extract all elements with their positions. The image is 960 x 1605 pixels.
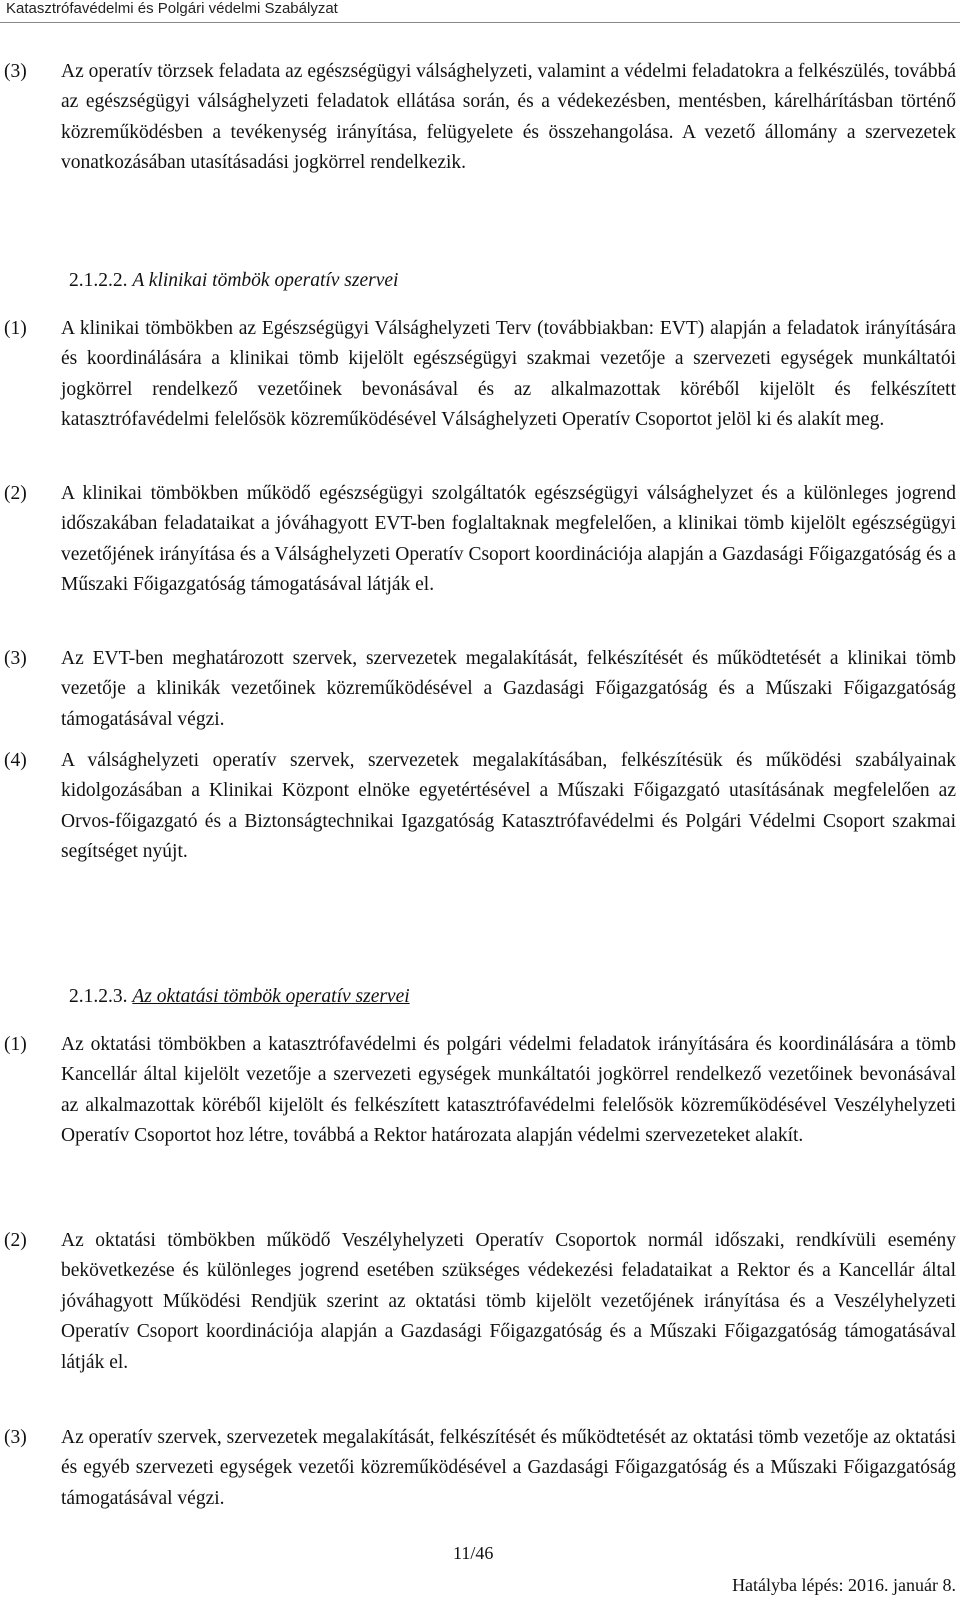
section-number: 2.1.2.3. (69, 986, 128, 1007)
paragraph-number: (3) (4, 61, 27, 82)
header-divider (0, 22, 960, 23)
section-title: A klinikai tömbök operatív szervei (132, 270, 399, 291)
document-header: Katasztrófavédelmi és Polgári védelmi Szabályzat (6, 0, 338, 17)
paragraph-number: (1) (4, 1034, 27, 1055)
section-title: Az oktatási tömbök operatív szervei (132, 986, 410, 1007)
paragraph-text: A klinikai tömbökben működő egészségügyi szolgáltatók egészségügyi válsághelyzet és a különleges jogrend időszakában feladataikat a jóváhagyott EVT-ben foglaltaknak megfelelően, a klinikai tömb kijelölt egészségügyi vezetőjének irányítása és a Válsághelyzeti Operatív Csoport koordinációja alapján a Gazdasági Főigazgatóság és a Műszaki Főigazgatóság támogatásával látják el. (61, 483, 956, 596)
page-number: 11/46 (453, 1543, 494, 1563)
paragraph-number: (4) (4, 750, 27, 771)
paragraph-text: Az operatív törzsek feladata az egészségügyi válsághelyzeti, valamint a védelmi feladatokra a felkészülés, továbbá az egészségügyi válsághelyzeti feladatok ellátása során, és a védekezésben, mentésben, kárelhárításban történő közreműködésben a tevékenység irányítása, felügyelete és összehangolása. A vezető állomány a szervezetek vonatkozásában utasításadási jogkörrel rendelkezik. (61, 61, 956, 174)
section-heading-oktatasi (69, 986, 410, 1008)
paragraph-number: (2) (4, 483, 27, 504)
paragraph-number: (2) (4, 1230, 27, 1251)
paragraph-number: (3) (4, 1427, 27, 1448)
section-number: 2.1.2.2. (69, 270, 128, 291)
paragraph-text: A klinikai tömbökben az Egészségügyi Válsághelyzeti Terv (továbbiakban: EVT) alapján a feladatok irányítására és koordinálására a klinikai tömb kijelölt egészségügyi szakmai vezetője a szervezeti egységek munkáltatói jogkörrel rendelkező vezetőinek bevonásával és az alkalmazottak köréből kijelölt és felkészített katasztrófavédelmi felelősök közreműködésével Válsághelyzeti Operatív Csoportot jelöl ki és alakít meg. (61, 318, 956, 431)
paragraph-text: Az oktatási tömbökben a katasztrófavédelmi és polgári védelmi feladatok irányítására és koordinálására a tömb Kancellár által kijelölt vezetője a szervezeti egységek munkáltatói jogkörrel rendelkező vezetőinek bevonásával az alkalmazottak köréből kijelölt és felkészített katasztrófavédelmi felelősök közreműködésével Veszélyhelyzeti Operatív Csoportot hoz létre, továbbá a Rektor határozata alapján védelmi szervezeteket alakít. (61, 1034, 956, 1147)
paragraph-number: (3) (4, 648, 27, 669)
effective-date: Hatályba lépés: 2016. január 8. (732, 1575, 956, 1595)
paragraph-number: (1) (4, 318, 27, 339)
paragraph-text: Az EVT-ben meghatározott szervek, szervezetek megalakítását, felkészítését és működtetését a klinikai tömb vezetője a klinikák vezetőinek közreműködésével a Gazdasági Főigazgatóság és a Műszaki Főigazgatóság támogatásával végzi. (61, 648, 956, 730)
paragraph-text: Az operatív szervek, szervezetek megalakítását, felkészítését és működtetését az oktatási tömb vezetője az oktatási és egyéb szervezeti egységek vezetői közreműködésével a Gazdasági Főigazgatóság és a Műszaki Főigazgatóság támogatásával végzi. (61, 1427, 956, 1509)
section-heading-klinikai (69, 270, 398, 292)
paragraph-text: Az oktatási tömbökben működő Veszélyhelyzeti Operatív Csoportok normál időszaki, rendkívüli esemény bekövetkezése és különleges jogrend esetében szükséges védekezési feladataikat a Rektor és a Kancellár által jóváhagyott Működési Rendjük szerint az oktatási tömb kijelölt vezetőjének irányítása és a Veszélyhelyzeti Operatív Csoport koordinációja alapján a Gazdasági Főigazgatóság és a Műszaki Főigazgatóság támogatásával látják el. (61, 1230, 956, 1373)
paragraph-text: A válsághelyzeti operatív szervek, szervezetek megalakításában, felkészítésük és működési szabályainak kidolgozásában a Klinikai Központ elnöke egyetértésével a Műszaki Főigazgató utasításának megfelelően az Orvos-főigazgató és a Biztonságtechnikai Igazgatóság Katasztrófavédelmi és Polgári Védelmi Csoport szakmai segítséget nyújt. (61, 750, 956, 863)
